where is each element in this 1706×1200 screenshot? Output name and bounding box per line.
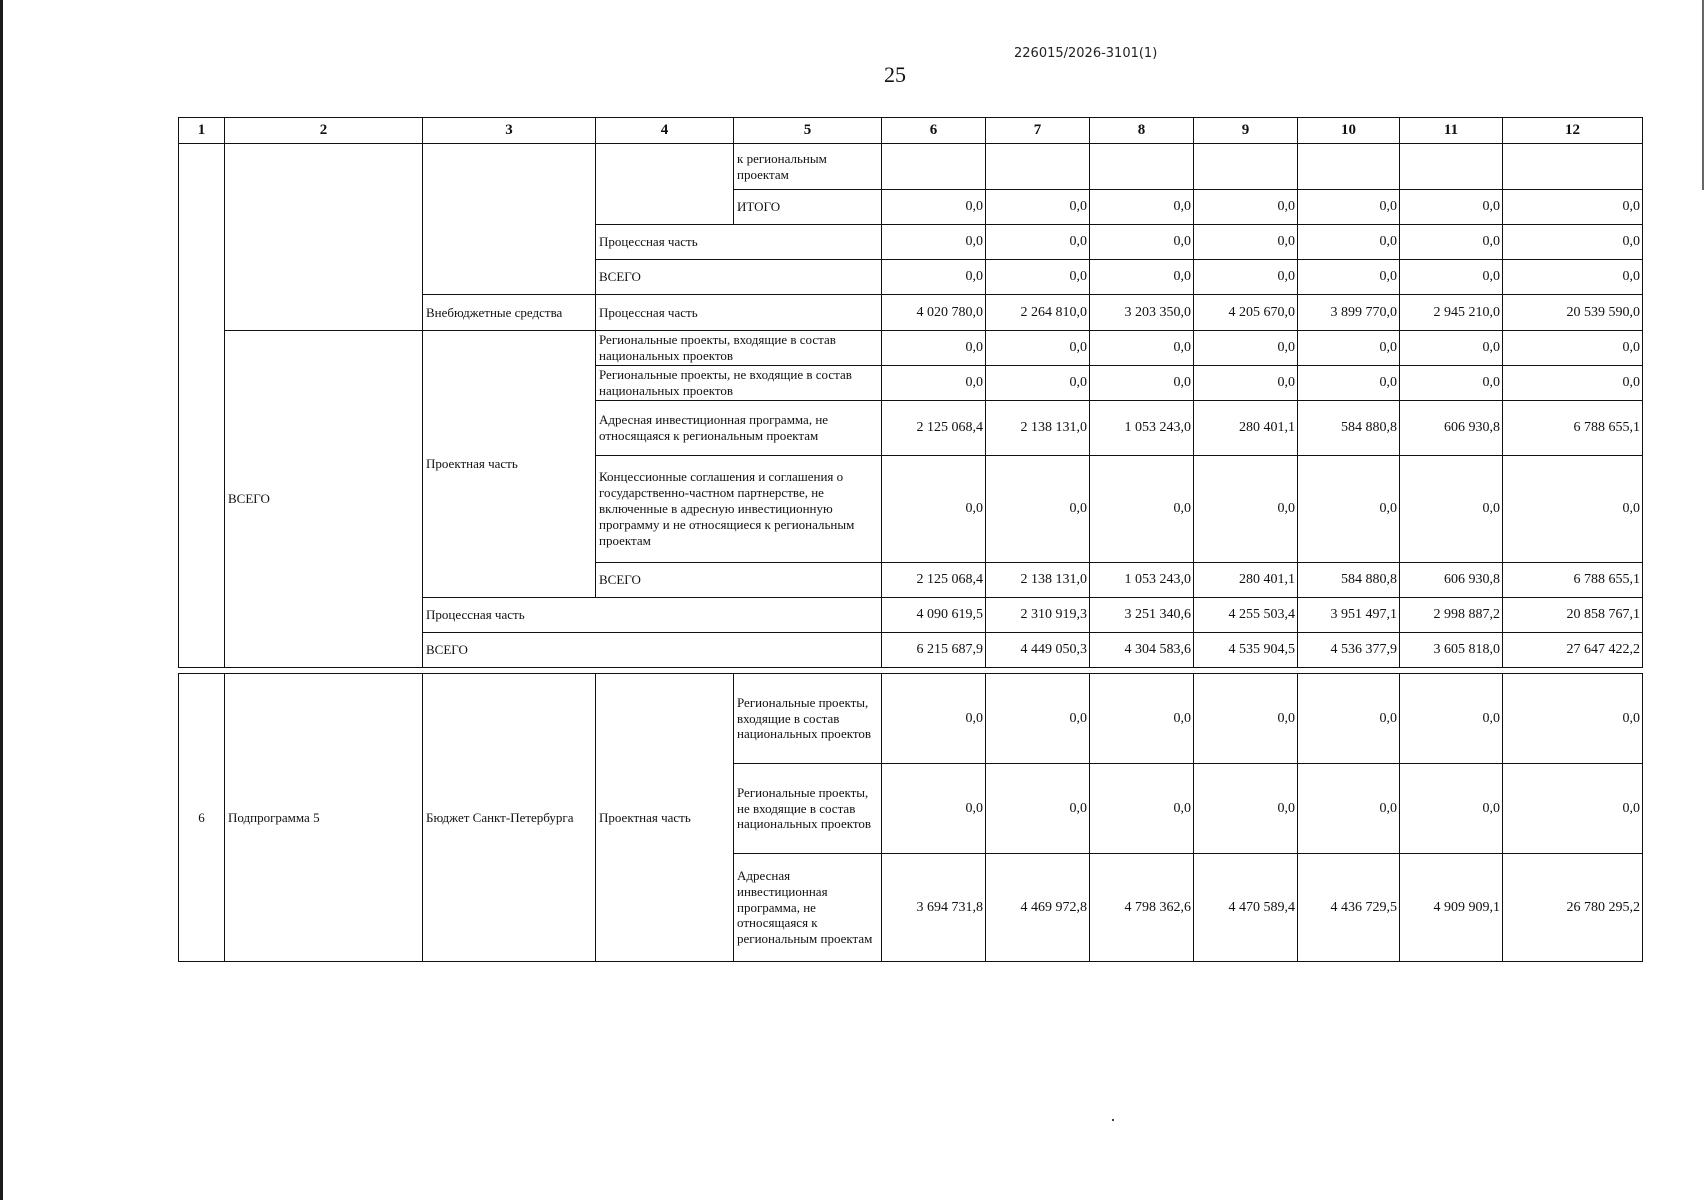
value-cell: 0,0 [882,674,986,764]
value-cell: 0,0 [1298,190,1400,225]
page-number: 25 [884,62,906,87]
empty-cell [882,144,986,190]
value-cell: 0,0 [1090,331,1194,366]
col-number: 8 [1090,118,1194,144]
value-cell: 0,0 [1400,260,1503,295]
value-cell: 3 951 497,1 [1298,598,1400,633]
col-number: 5 [734,118,882,144]
value-cell: 2 138 131,0 [986,563,1090,598]
value-cell: 20 539 590,0 [1503,295,1643,331]
col-number: 4 [596,118,734,144]
value-cell: 4 436 729,5 [1298,854,1400,962]
value-cell: 6 788 655,1 [1503,563,1643,598]
value-cell: 0,0 [1090,190,1194,225]
value-cell: 0,0 [1194,674,1298,764]
value-cell: 4 469 972,8 [986,854,1090,962]
value-cell: 2 310 919,3 [986,598,1090,633]
value-cell: 6 788 655,1 [1503,401,1643,456]
empty-cell [179,144,225,668]
value-cell: 0,0 [1298,366,1400,401]
empty-cell [1298,144,1400,190]
value-cell: 0,0 [1090,674,1194,764]
value-cell: 27 647 422,2 [1503,633,1643,668]
value-cell: 0,0 [1400,225,1503,260]
row-label: ВСЕГО [596,563,882,598]
value-cell: 0,0 [1298,456,1400,563]
value-cell: 3 251 340,6 [1090,598,1194,633]
value-cell: 0,0 [1503,674,1643,764]
value-cell: 0,0 [1503,456,1643,563]
value-cell: 0,0 [1400,190,1503,225]
col-number: 3 [423,118,596,144]
empty-cell [1400,144,1503,190]
col-number: 12 [1503,118,1643,144]
budget-table [178,117,1643,668]
col-number: 1 [179,118,225,144]
value-cell: 0,0 [882,764,986,854]
col-number: 7 [986,118,1090,144]
value-cell: 0,0 [1298,225,1400,260]
value-cell: 0,0 [1503,366,1643,401]
value-cell: 0,0 [1194,764,1298,854]
value-cell: 0,0 [1090,260,1194,295]
value-cell: 0,0 [986,260,1090,295]
value-cell: 0,0 [986,674,1090,764]
empty-cell [1194,144,1298,190]
value-cell: 0,0 [1400,456,1503,563]
row-label: Концессионные соглашения и соглашения о государственно-частном партнерстве, не включенные в адресную инвестиционную программу и не относящиеся к региональным проектам [596,456,882,563]
value-cell: 2 125 068,4 [882,401,986,456]
empty-cell [1503,144,1643,190]
value-cell: 1 053 243,0 [1090,563,1194,598]
row-label: Адресная инвестиционная программа, не относящаяся к региональным проектам [734,854,882,962]
value-cell: 0,0 [986,456,1090,563]
column-number-row [179,118,1643,144]
row-label: Проектная часть [423,331,596,598]
value-cell: 3 899 770,0 [1298,295,1400,331]
value-cell: 0,0 [882,331,986,366]
value-cell: 0,0 [986,190,1090,225]
value-cell: 4 535 904,5 [1194,633,1298,668]
value-cell: 606 930,8 [1400,401,1503,456]
table-row [179,674,1643,764]
value-cell: 0,0 [1298,674,1400,764]
value-cell: 0,0 [1090,456,1194,563]
row-label: Адресная инвестиционная программа, не относящаяся к региональным проектам [596,401,882,456]
value-cell: 0,0 [882,260,986,295]
value-cell: 0,0 [1298,764,1400,854]
value-cell: 4 205 670,0 [1194,295,1298,331]
value-cell: 0,0 [1503,331,1643,366]
empty-cell [986,144,1090,190]
subprogram-5-table [178,673,1643,962]
row-label: ИТОГО [734,190,882,225]
row-label: Процессная часть [423,598,882,633]
value-cell: 2 138 131,0 [986,401,1090,456]
value-cell: 0,0 [1503,225,1643,260]
row-label: Региональные проекты, не входящие в состав национальных проектов [596,366,882,401]
value-cell: 0,0 [1194,456,1298,563]
row-label: Процессная часть [596,295,882,331]
empty-cell [225,144,423,331]
value-cell: 0,0 [1400,674,1503,764]
value-cell: 0,0 [1090,764,1194,854]
value-cell: 0,0 [882,456,986,563]
value-cell: 0,0 [1503,190,1643,225]
value-cell: 3 694 731,8 [882,854,986,962]
value-cell: 4 909 909,1 [1400,854,1503,962]
value-cell: 20 858 767,1 [1503,598,1643,633]
col-number: 2 [225,118,423,144]
value-cell: 0,0 [1090,366,1194,401]
empty-cell [423,144,596,295]
value-cell: 0,0 [1503,260,1643,295]
table-row [179,331,1643,366]
scan-right-edge [1702,0,1704,190]
scan-left-edge [0,0,3,1200]
value-cell: 0,0 [1298,331,1400,366]
value-cell: 0,0 [1194,225,1298,260]
col-number: 11 [1400,118,1503,144]
value-cell: 0,0 [882,190,986,225]
value-cell: 2 125 068,4 [882,563,986,598]
value-cell: 4 536 377,9 [1298,633,1400,668]
row-label: ВСЕГО [423,633,882,668]
value-cell: 280 401,1 [1194,401,1298,456]
value-cell: 3 605 818,0 [1400,633,1503,668]
value-cell: 2 264 810,0 [986,295,1090,331]
value-cell: 0,0 [1194,366,1298,401]
row-label: к региональным проектам [734,144,882,190]
value-cell: 4 449 050,3 [986,633,1090,668]
value-cell: 0,0 [1400,331,1503,366]
funding-source: Бюджет Санкт-Петербурга [423,674,596,962]
row-label: Процессная часть [596,225,882,260]
row-number: 6 [179,674,225,962]
value-cell: 0,0 [1090,225,1194,260]
value-cell: 0,0 [1400,764,1503,854]
col-number: 9 [1194,118,1298,144]
value-cell: 4 255 503,4 [1194,598,1298,633]
scan-speck [1112,1119,1114,1121]
empty-cell [596,144,734,225]
row-label: Внебюджетные средства [423,295,596,331]
col-number: 10 [1298,118,1400,144]
value-cell: 280 401,1 [1194,563,1298,598]
value-cell: 26 780 295,2 [1503,854,1643,962]
col-number: 6 [882,118,986,144]
document-code: 226015/2026-3101(1) [1014,46,1158,61]
value-cell: 0,0 [882,225,986,260]
subprogram-label: Подпрограмма 5 [225,674,423,962]
value-cell: 4 020 780,0 [882,295,986,331]
value-cell: 4 798 362,6 [1090,854,1194,962]
empty-cell [1090,144,1194,190]
value-cell: 0,0 [1194,260,1298,295]
value-cell: 2 998 887,2 [1400,598,1503,633]
value-cell: 4 470 589,4 [1194,854,1298,962]
value-cell: 0,0 [1503,764,1643,854]
value-cell: 0,0 [1194,190,1298,225]
value-cell: 0,0 [1194,331,1298,366]
value-cell: 606 930,8 [1400,563,1503,598]
value-cell: 0,0 [1298,260,1400,295]
row-label: Региональные проекты, входящие в состав национальных проектов [734,674,882,764]
row-label: ВСЕГО [596,260,882,295]
value-cell: 6 215 687,9 [882,633,986,668]
value-cell: 584 880,8 [1298,563,1400,598]
row-label: Региональные проекты, не входящие в состав национальных проектов [734,764,882,854]
value-cell: 0,0 [986,331,1090,366]
row-label: ВСЕГО [225,331,423,668]
table-row [179,144,1643,190]
value-cell: 4 090 619,5 [882,598,986,633]
value-cell: 2 945 210,0 [1400,295,1503,331]
value-cell: 584 880,8 [1298,401,1400,456]
row-label: Региональные проекты, входящие в состав национальных проектов [596,331,882,366]
value-cell: 4 304 583,6 [1090,633,1194,668]
value-cell: 0,0 [986,366,1090,401]
value-cell: 3 203 350,0 [1090,295,1194,331]
value-cell: 0,0 [882,366,986,401]
value-cell: 0,0 [1400,366,1503,401]
value-cell: 0,0 [986,225,1090,260]
row-label: Проектная часть [596,674,734,962]
value-cell: 1 053 243,0 [1090,401,1194,456]
value-cell: 0,0 [986,764,1090,854]
